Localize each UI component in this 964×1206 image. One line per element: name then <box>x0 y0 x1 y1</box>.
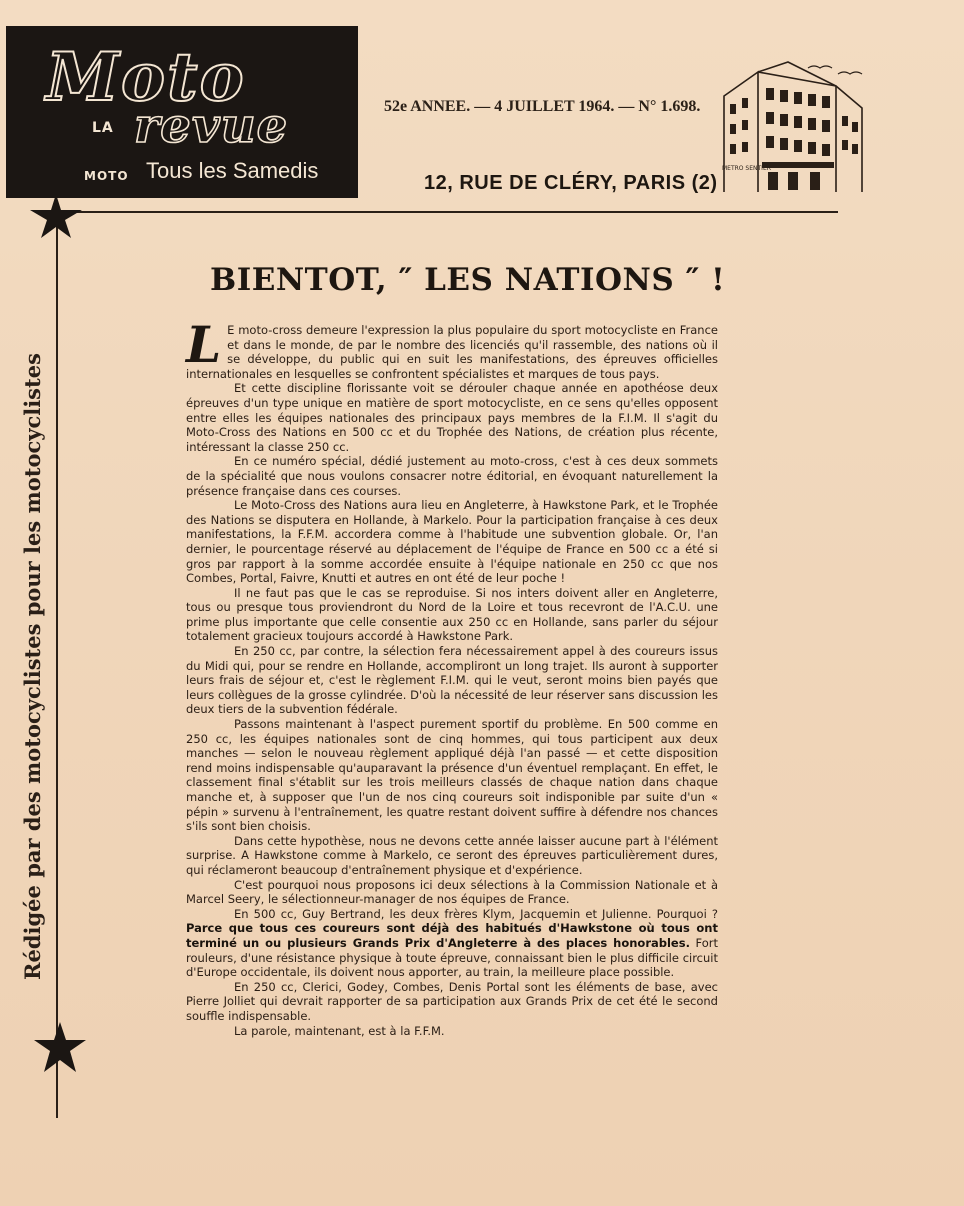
masthead-moto-small: MOTO <box>84 169 129 183</box>
article-paragraph: Il ne faut pas que le cas se reproduise. Si nos inters doivent aller en Angleterre, tous ou presque tous proviendront du Nord de la Loire et tous recevront de l'A.C.U. une prime plus importante que celle consentie aux 250 cc en Hollande, sans parler du séjour totalement gracieux toujours accordé à Hawkstone Park. <box>186 585 718 644</box>
top-rule <box>68 211 838 213</box>
masthead <box>6 26 358 198</box>
bold-passage: Parce que tous ces coureurs sont déjà des habitués d'Hawkstone où tous ont terminé un ou plusieurs Grands Prix d'Angleterre à des places honorables. <box>186 921 718 950</box>
article-paragraph: En 500 cc, Guy Bertrand, les deux frères Klym, Jacquemin et Julienne. Pourquoi ? Parce que tous ces coureurs sont déjà des habitués d'Hawkstone où tous ont terminé un ou plusieurs Grands Prix d'Angleterre à des places honorables. Fort rouleurs, d'une résistance physique à toute épreuve, connaissant bien le plus difficile circuit d'Europe occidentale, ils doivent nous apporter, au train, la meilleure place possible. <box>186 906 718 980</box>
article-paragraph: C'est pourquoi nous proposons ici deux sélections à la Commission Nationale et à Marcel Seery, le sélectionneur-manager de nos équipes de France. <box>186 877 718 907</box>
masthead-subtitle: Tous les Samedis <box>146 158 319 183</box>
article-paragraph: Et cette discipline florissante voit se dérouler chaque année en apothéose deux épreuves d'un type unique en matière de sport motocycliste, en ce sens qu'elles opposent entre elles les équipes nationales des principaux pays membres de la F.I.M. Il s'agit du Moto-Cross des Nations en 500 cc et du Trophée des Nations, de création plus récente, intéressant la classe 250 cc. <box>186 381 718 454</box>
drop-cap: L <box>186 315 222 374</box>
building-sign: METRO SENTIER <box>722 165 771 172</box>
masthead-title-moto: Moto <box>46 38 246 116</box>
address: 12, RUE DE CLÉRY, PARIS (2) <box>424 172 718 194</box>
star-icon <box>28 192 84 240</box>
article-paragraph: En 250 cc, Clerici, Godey, Combes, Denis Portal sont les éléments de base, avec Pierre Jolliet qui devrait rapporter de sa participation aux Grands Prix de cet été le second souffle indispensable. <box>186 979 718 1023</box>
article-paragraph: La parole, maintenant, est à la F.F.M. <box>234 1023 445 1038</box>
article-paragraph: Passons maintenant à l'aspect purement sportif du problème. En 500 comme en 250 cc, les équipes nationales sont de cinq hommes, qui tous participent aux deux manches — selon le nouveau règlement appliqué déjà l'an passé — et cette disposition rend moins indispensable qu'auparavant la présence d'un éventuel remplaçant. En effet, le classement final s'établit sur les trois meilleurs classés de chaque nation dans chaque manche et, à supposer que l'un de nos cinq coureurs soit indisponible par suite d'un « pépin » survenu à l'entraînement, les quatre restant doivent suffire à défendre nos chances s'ils sont bien choisis. <box>186 717 718 834</box>
masthead-la: LA <box>92 120 114 136</box>
masthead-title-revue: revue <box>134 98 289 154</box>
star-icon <box>32 1020 88 1074</box>
article-paragraph: En 250 cc, par contre, la sélection fera nécessairement appel à des coureurs issus du Midi qui, pour se rendre en Hollande, accompliront un long trajet. Ils auront à supporter leurs frais de séjour et, c'est le règlement F.I.M. qui le veut, seront moins bien payés que leurs collègues de la grosse cylindrée. D'où la nécessité de leur réserver sans discussion les deux tiers de la subvention fédérale. <box>186 644 718 717</box>
article-paragraph: Le Moto-Cross des Nations aura lieu en Angleterre, à Hawkstone Park, et le Trophée des Nations se disputera en Hollande, à Markelo. Pour la participation française à ces deux manifestations, la F.F.M. accordera comme à l'habitude une subvention globale. Or, l'an dernier, le pourcentage réservé au déplacement de l'équipe de France en 500 cc a été si gros par rapport à la somme accordée ensuite à l'équipe nationale en 250 cc que nos Combes, Portal, Faivre, Knutti et autres en ont été de leur poche ! <box>186 498 718 586</box>
building-illustration <box>718 58 868 194</box>
vertical-slogan: Rédigée par des motocyclistes pour les motocyclistes <box>20 353 45 980</box>
article-paragraph: L E moto-cross demeure l'expression la plus populaire du sport motocycliste en France et dans le monde, de par le nombre des licenciés qu'il rassemble, des nations où il se développe, du public qui en suit les manifestations, des épreuves officielles internationales en lesquelles se confrontent spécialistes et marques de tous pays. <box>186 315 718 381</box>
editorial-article <box>186 315 718 1038</box>
headline: BIENTOT, ″ LES NATIONS ″ ! <box>210 262 726 298</box>
issue-line: 52e ANNEE. — 4 JUILLET 1964. — N° 1.698. <box>384 98 701 115</box>
left-rule <box>56 212 58 1118</box>
article-paragraph: En ce numéro spécial, dédié justement au moto-cross, c'est à ces deux sommets de la spécialité que nous voulons consacrer notre éditorial, en évoquant naturellement la présence française dans ces courses. <box>186 454 718 498</box>
article-paragraph: Dans cette hypothèse, nous ne devons cette année laisser aucune part à l'élément surprise. A Hawkstone comme à Markelo, ce seront des épreuves particulièrement dures, qui réclameront beaucoup d'entraînement physique et d'expérience. <box>186 833 718 877</box>
